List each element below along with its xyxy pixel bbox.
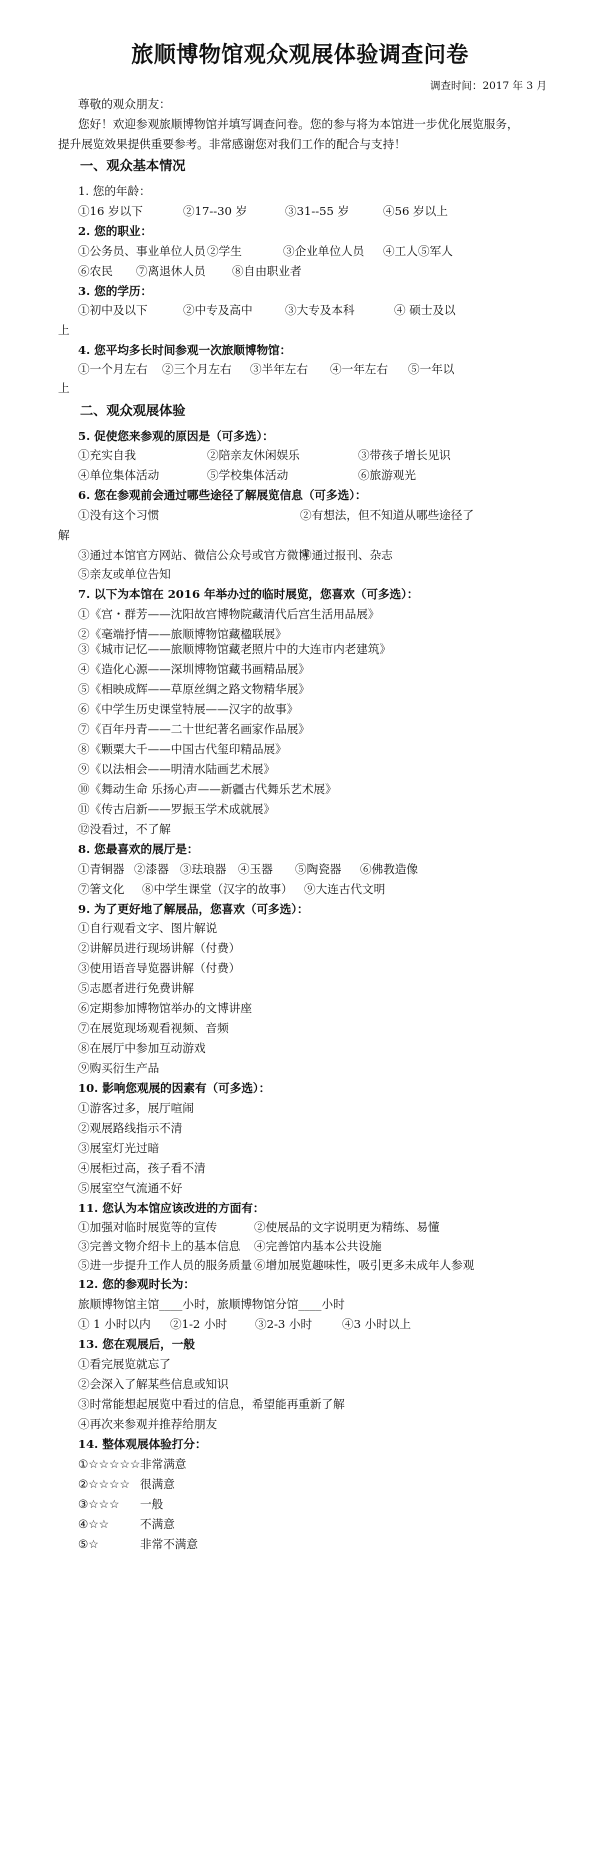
survey-date: 调查时间：2017 年 3 月 <box>430 80 547 92</box>
option[interactable]: ⑤军人 <box>418 244 453 258</box>
question-4: 4. 您平均多长时间参观一次旅顺博物馆： <box>78 343 292 357</box>
option[interactable]: ③通过本馆官方网站、微信公众号或官方微博 <box>78 548 310 562</box>
intro-line: 您好！欢迎参观旅顺博物馆并填写调查问卷。您的参与将为本馆进一步优化展览服务， <box>78 117 519 131</box>
option[interactable]: ⑦在展览现场观看视频、音频 <box>78 1021 229 1035</box>
option[interactable]: ④56 岁以上 <box>383 204 448 218</box>
option[interactable]: ⑨购买衍生产品 <box>78 1061 160 1075</box>
option[interactable]: ③带孩子增长见识 <box>358 448 451 462</box>
option[interactable]: ②会深入了解某些信息或知识 <box>78 1377 229 1391</box>
greeting: 尊敬的观众朋友： <box>78 97 171 111</box>
option[interactable]: ③完善文物介绍卡上的基本信息 <box>78 1239 241 1253</box>
question-14: 14. 整体观展体验打分： <box>78 1437 207 1451</box>
option[interactable]: ⑤志愿者进行免费讲解 <box>78 981 194 995</box>
option[interactable]: ④再次来参观并推荐给朋友 <box>78 1417 218 1431</box>
option[interactable]: ⑨《以法相会——明清水陆画艺术展》 <box>78 762 276 776</box>
option[interactable]: ③31--55 岁 <box>285 204 350 218</box>
rating-label: 不满意 <box>140 1517 175 1531</box>
option[interactable]: ②学生 <box>207 244 242 258</box>
question-7: 7. 以下为本馆在 2016 年举办过的临时展览，您喜欢（可多选）： <box>78 587 419 601</box>
option-wrap: 上 <box>58 323 70 337</box>
rating-label: 很满意 <box>140 1477 175 1491</box>
option[interactable]: ①16 岁以下 <box>78 204 143 218</box>
rating-stars[interactable]: ①☆☆☆☆☆ <box>78 1457 141 1471</box>
option[interactable]: ⑤进一步提升工作人员的服务质量 <box>78 1258 252 1272</box>
option[interactable]: ②中专及高中 <box>183 303 253 317</box>
question-11: 11. 您认为本馆应该改进的方面有： <box>78 1201 265 1215</box>
option[interactable]: ③大专及本科 <box>285 303 355 317</box>
question-8: 8. 您最喜欢的展厅是： <box>78 842 199 856</box>
option[interactable]: ④通过报刊、杂志 <box>300 548 393 562</box>
option[interactable]: ①游客过多，展厅喧闹 <box>78 1101 194 1115</box>
rating-stars[interactable]: ③☆☆☆ <box>78 1497 120 1511</box>
option[interactable]: ⑦《百年丹青——二十世纪著名画家作品展》 <box>78 722 310 736</box>
option[interactable]: ①充实自我 <box>78 448 136 462</box>
option[interactable]: ①自行观看文字、图片解说 <box>78 921 218 935</box>
option[interactable]: ⑥增加展览趣味性，吸引更多未成年人参观 <box>254 1258 475 1272</box>
option[interactable]: ⑤学校集体活动 <box>207 468 289 482</box>
option[interactable]: ⑧在展厅中参加互动游戏 <box>78 1041 206 1055</box>
question-10: 10. 影响您观展的因素有（可多选）： <box>78 1081 271 1095</box>
option[interactable]: ②有想法，但不知道从哪些途径了 <box>300 508 474 522</box>
page-title: 旅顺博物馆观众观展体验调查问卷 <box>131 42 469 68</box>
question-13: 13. 您在观展后，一般 <box>78 1337 195 1351</box>
option[interactable]: ①《宫・群芳——沈阳故宫博物院藏清代后宫生活用品展》 <box>78 607 380 621</box>
option-wrap: 解 <box>58 528 70 542</box>
option[interactable]: ⑥定期参加博物馆举办的文博讲座 <box>78 1001 252 1015</box>
rating-stars[interactable]: ②☆☆☆☆ <box>78 1477 130 1491</box>
option[interactable]: ②17--30 岁 <box>183 204 248 218</box>
rating-label: 非常不满意 <box>140 1537 198 1551</box>
option[interactable]: ⑥《中学生历史课堂特展——汉字的故事》 <box>78 702 299 716</box>
option[interactable]: ⑩《舞动生命 乐扬心声——新疆古代舞乐艺术展》 <box>78 782 337 796</box>
option[interactable]: ③企业单位人员 <box>283 244 365 258</box>
option[interactable]: ⑦箸文化 <box>78 882 125 896</box>
question-3: 3. 您的学历： <box>78 284 153 298</box>
option[interactable]: ①一个月左右 <box>78 362 148 376</box>
question-12: 12. 您的参观时长为： <box>78 1277 195 1291</box>
option[interactable]: ④3 小时以上 <box>342 1317 412 1331</box>
option[interactable]: ③使用语音导览器讲解（付费） <box>78 961 241 975</box>
question-6: 6. 您在参观前会通过哪些途径了解展览信息（可多选）： <box>78 488 367 502</box>
option[interactable]: ②讲解员进行现场讲解（付费） <box>78 941 241 955</box>
option[interactable]: ③半年左右 <box>250 362 308 376</box>
option[interactable]: ③展室灯光过暗 <box>78 1141 160 1155</box>
option[interactable]: ④完善馆内基本公共设施 <box>254 1239 382 1253</box>
option[interactable]: ⑧自由职业者 <box>232 264 302 278</box>
option[interactable]: ⑤亲友或单位告知 <box>78 567 171 581</box>
option-wrap: 上 <box>58 381 70 395</box>
section-heading: 一、观众基本情况 <box>80 159 186 174</box>
option[interactable]: ⑧《颗粟大千——中国古代玺印精品展》 <box>78 742 287 756</box>
option[interactable]: ⑨大连古代文明 <box>304 882 386 896</box>
question-1: 1. 您的年龄： <box>78 184 151 198</box>
question-2: 2. 您的职业： <box>78 224 153 238</box>
option[interactable]: ⑥佛教造像 <box>360 862 418 876</box>
option[interactable]: ③珐琅器 <box>180 862 227 876</box>
option[interactable]: ②漆器 <box>134 862 169 876</box>
option[interactable]: ①初中及以下 <box>78 303 148 317</box>
option[interactable]: ②观展路线指示不清 <box>78 1121 183 1135</box>
option[interactable]: ④ 硕士及以 <box>394 303 456 317</box>
option[interactable]: ⑥农民 <box>78 264 113 278</box>
option[interactable]: ④玉器 <box>238 862 273 876</box>
option[interactable]: ④一年左右 <box>330 362 388 376</box>
option[interactable]: ③《城市记忆——旅顺博物馆藏老照片中的大连市内老建筑》 <box>78 642 392 656</box>
rating-stars[interactable]: ⑤☆ <box>78 1537 99 1551</box>
rating-label: 非常满意 <box>140 1457 187 1471</box>
option[interactable]: ①没有这个习惯 <box>78 508 160 522</box>
option[interactable]: ⑥旅游观光 <box>358 468 416 482</box>
rating-stars[interactable]: ④☆☆ <box>78 1517 110 1531</box>
intro-line: 提升展览效果提供重要参考。非常感谢您对我们工作的配合与支持！ <box>58 137 406 151</box>
option[interactable]: ⑫没看过，不了解 <box>78 822 171 836</box>
section-heading: 二、观众观展体验 <box>80 404 186 419</box>
option[interactable]: ⑪《传古启新——罗振玉学术成就展》 <box>78 802 276 816</box>
option[interactable]: ①青铜器 <box>78 862 125 876</box>
option[interactable]: ⑤陶瓷器 <box>295 862 342 876</box>
option[interactable]: ⑤展室空气流通不好 <box>78 1181 183 1195</box>
option[interactable]: ① 1 小时以内 <box>78 1317 151 1331</box>
option[interactable]: ④单位集体活动 <box>78 468 160 482</box>
rating-label: 一般 <box>140 1497 164 1511</box>
option[interactable]: ⑧中学生课堂（汉字的故事） <box>142 882 293 896</box>
question-9: 9. 为了更好地了解展品，您喜欢（可多选）： <box>78 902 309 916</box>
option[interactable]: ②使展品的文字说明更为精练、易懂 <box>254 1220 440 1234</box>
option[interactable]: ①加强对临时展览等的宣传 <box>78 1220 218 1234</box>
option[interactable]: ①看完展览就忘了 <box>78 1357 171 1371</box>
option[interactable]: ②1-2 小时 <box>170 1317 228 1331</box>
option[interactable]: ③时常能想起展览中看过的信息，希望能再重新了解 <box>78 1397 345 1411</box>
option[interactable]: ⑤《相映成辉——草原丝绸之路文物精华展》 <box>78 682 310 696</box>
option[interactable]: ⑤一年以 <box>408 362 455 376</box>
option[interactable]: ③2-3 小时 <box>255 1317 313 1331</box>
option[interactable]: ①公务员、事业单位人员 <box>78 244 206 258</box>
fill-in-line[interactable]: 旅顺博物馆主馆____小时，旅顺博物馆分馆____小时 <box>78 1297 345 1311</box>
option[interactable]: ②《毫端抒情——旅顺博物馆藏楹联展》 <box>78 627 287 641</box>
option[interactable]: ④《造化心源——深圳博物馆藏书画精品展》 <box>78 662 310 676</box>
question-5: 5. 促使您来参观的原因是（可多选）： <box>78 429 274 443</box>
option[interactable]: ④展柜过高，孩子看不清 <box>78 1161 206 1175</box>
option[interactable]: ⑦离退休人员 <box>136 264 206 278</box>
option[interactable]: ②陪亲友休闲娱乐 <box>207 448 300 462</box>
option[interactable]: ④工人 <box>383 244 418 258</box>
option[interactable]: ②三个月左右 <box>162 362 232 376</box>
